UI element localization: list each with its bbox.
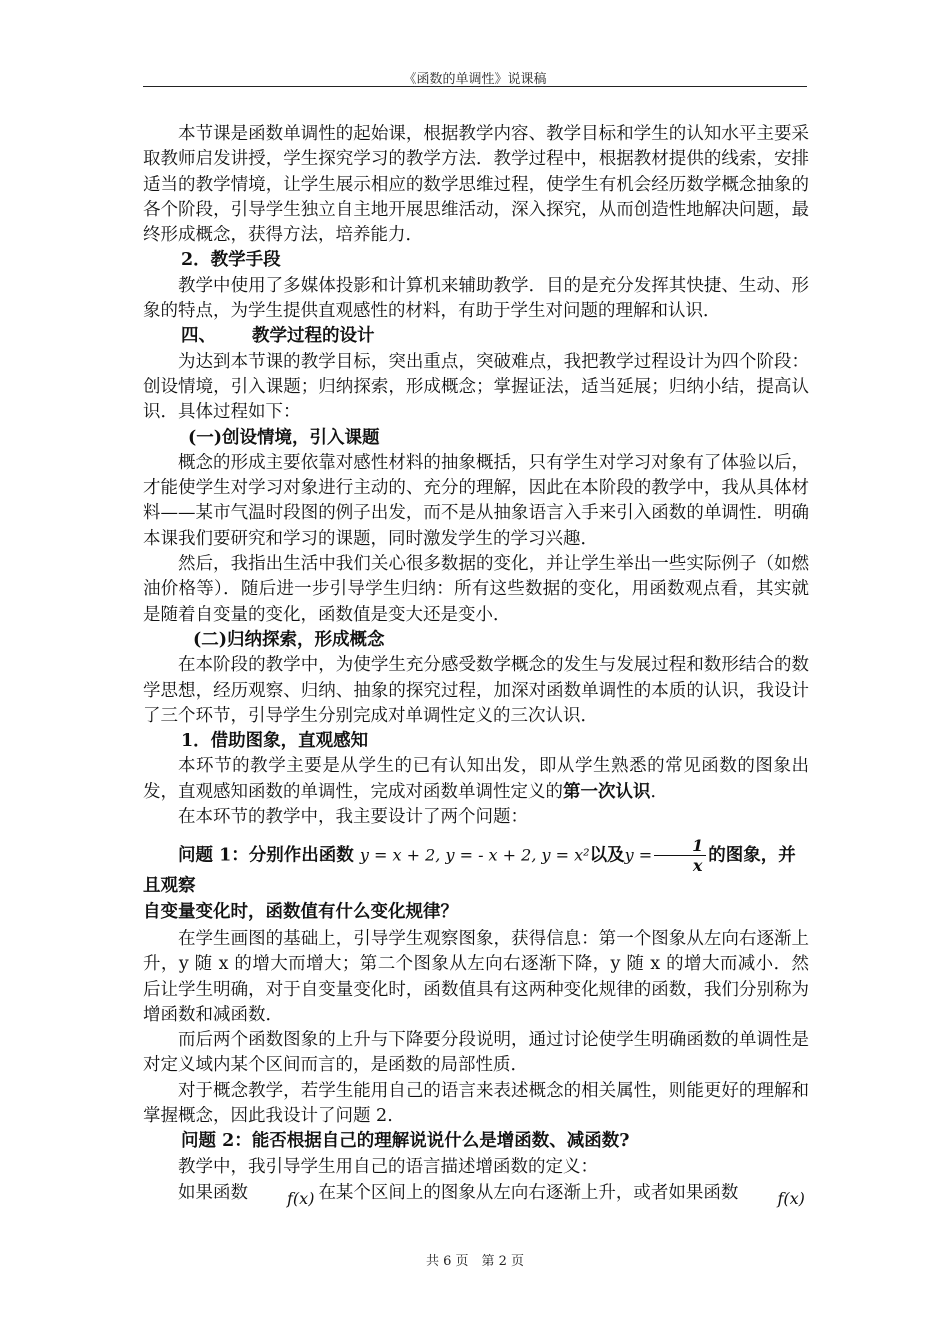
text-run: 本环节的教学主要是从学生的已有认知出发，即从学生熟悉的常见函数的图象出发，直观感知函数的单调性，完成对函数单调性定义的 xyxy=(143,756,809,802)
paragraph-process-overview: 为达到本节课的教学目标，突出重点，突破难点，我把教学过程设计为四个阶段：创设情境，引入课题；归纳探索，形成概念；掌握证法，适当延展；归纳小结，提高认识．具体过程如下： xyxy=(143,351,809,423)
paragraph-concept-formation: 概念的形成主要依靠对感性材料的抽象概括，只有学生对学习对象有了体验以后，才能使学生对学习对象进行主动的、充分的理解，因此在本阶段的教学中，我从具体材料——某市气温时段图的例子出发，而不是从抽象语言入手来引入函数的单调性．明确本课我们要研究和学习的课题，同时激发学生的学习兴趣． xyxy=(143,452,809,549)
paragraph-teaching-method: 本节课是函数单调性的起始课，根据教学内容、教学目标和学生的认知水平主要采取教师启发讲授，学生探究学习的教学方法．教学过程中，根据教材提供的线索，安排适当的教学情境，让学生展示相应的数学思维过程，使学生有机会经历数学概念抽象的各个阶段，引导学生独立自主地开展思维活动，深入探究，从而创造性地解决问题，最终形成概念，获得方法，培养能力． xyxy=(143,124,809,246)
paragraph-observe-graphs: 在学生画图的基础上，引导学生观察图象，获得信息：第一个图象从左向右逐渐上升，y 随 x 的增大而增大；第二个图象从左向右逐渐下降，y 随 x 的增大而减小．然后让学生明确，对于自变量变化时，函数值具有这两种变化规律的函数，我们分别称为增函数和减函数． xyxy=(143,928,809,1025)
question-one xyxy=(143,830,809,899)
heading-stage-one: (一)创设情境，引入课题 xyxy=(188,427,380,448)
heading-teaching-means: 2．教学手段 xyxy=(181,250,281,271)
paragraph-if-function xyxy=(143,1180,809,1206)
paragraph-two-questions: 在本环节的教学中，我主要设计了两个问题： xyxy=(178,807,528,828)
function-list-formula: y = x + 2, y = - x + 2, y = x² xyxy=(359,845,590,865)
paragraph-real-examples: 然后，我指出生活中我们关心很多数据的变化，并让学生举出一些实际例子（如燃油价格等）．随后进一步引导学生归纳：所有这些数据的变化，用函数观点看，其实就是随着自变量的变化，函数值是变大还是变小． xyxy=(143,554,809,625)
fraction-one-over-x xyxy=(654,838,706,874)
section-title: 教学过程的设计 xyxy=(252,326,375,347)
fraction-numerator: 1 xyxy=(654,838,706,856)
text-run: 如果函数 xyxy=(178,1182,248,1203)
section-number: 四、 xyxy=(181,326,216,347)
paragraph-concept-teaching: 对于概念教学，若学生能用自己的语言来表述概念的相关属性，则能更好的理解和掌握概念，因此我设计了问题 2. xyxy=(143,1080,809,1126)
function-symbol: f(x) xyxy=(287,1188,315,1208)
paragraph-stage-two-intro: 在本阶段的教学中，为使学生充分感受数学概念的发生与发展过程和数形结合的数学思想，经历观察、归纳、抽象的探究过程，加深对函数单调性的本质的认识，我设计了三个环节，引导学生分别完成对单调性定义的三次认识． xyxy=(143,655,809,726)
heading-stage-two: (二)归纳探索，形成概念 xyxy=(193,629,385,650)
question-one-label: 问题 1：分别作出函数 xyxy=(178,845,354,866)
question-one-tail: 的图象，并且观察 xyxy=(143,845,796,897)
heading-section-four xyxy=(143,324,809,349)
function-symbol: f(x) xyxy=(777,1188,805,1208)
paragraph-local-property: 而后两个函数图象的上升与下降要分段说明，通过讨论使学生明确函数的单调性是对定义域内某个区间而言的，是函数的局部性质． xyxy=(143,1030,809,1076)
page-footer: 共 6 页 第 2 页 xyxy=(425,1254,525,1269)
question-one-connector: 以及 xyxy=(589,845,625,866)
text-run: ． xyxy=(650,781,668,802)
question-two: 问题 2：能否根据自己的理解说说什么是增函数、减函数? xyxy=(181,1131,630,1152)
paragraph-first-recognition xyxy=(143,754,809,805)
heading-step-one: 1．借助图象，直观感知 xyxy=(181,731,369,752)
document-body xyxy=(143,122,809,1206)
reciprocal-formula-lhs: y = xyxy=(624,845,653,865)
fraction-denominator: x xyxy=(692,856,703,876)
emphasis-first-recognition: 第一次认识 xyxy=(563,781,651,802)
page-header: 《函数的单调性》说课稿 xyxy=(403,72,547,87)
text-run: 在某个区间上的图象从左向右逐渐上升，或者如果函数 xyxy=(318,1182,739,1203)
paragraph-describe-definition: 教学中，我引导学生用自己的语言描述增函数的定义： xyxy=(178,1156,598,1177)
paragraph-multimedia: 教学中使用了多媒体投影和计算机来辅助教学．目的是充分发挥其快捷、生动、形象的特点，为学生提供直观感性的材料，有助于学生对问题的理解和认识． xyxy=(143,275,809,322)
question-one-continued: 自变量变化时，函数值有什么变化规律？ xyxy=(143,901,458,922)
header-divider xyxy=(143,86,807,87)
